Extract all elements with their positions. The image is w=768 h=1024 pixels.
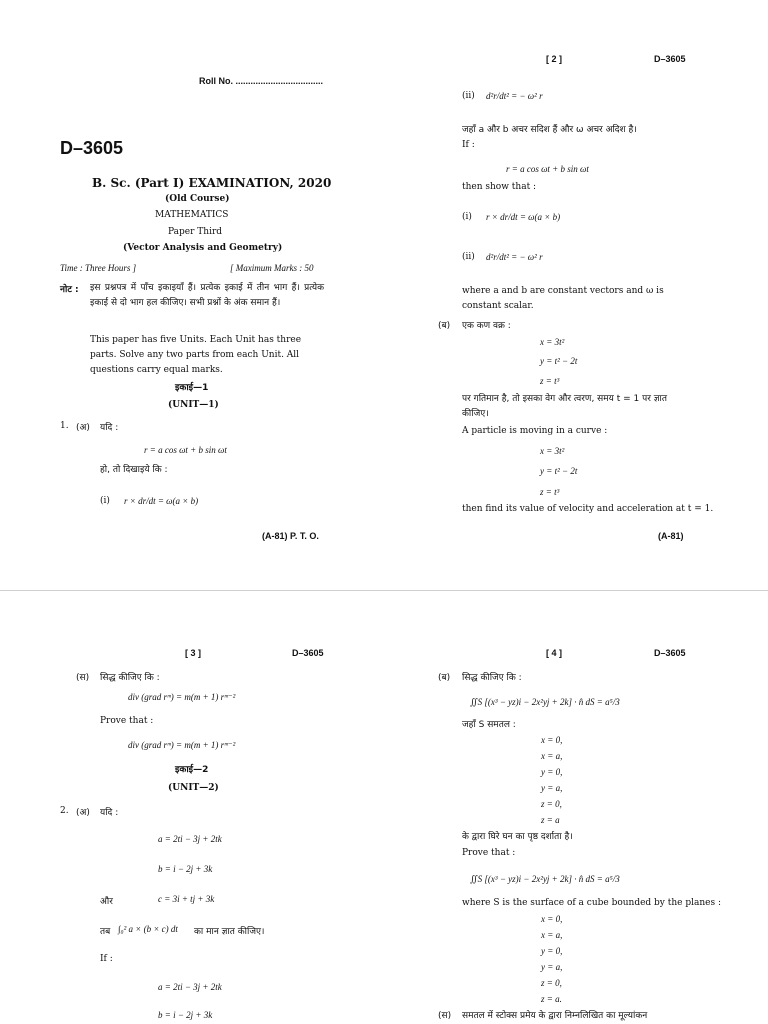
plane-6: z = a <box>541 815 560 825</box>
where-english: where a and b are constant vectors and ω is constant scalar. <box>462 286 664 311</box>
maximum-marks: [ Maximum Marks : 50 <box>230 263 314 273</box>
where-hindi: जहाँ a और b अचर सदिश हैं और ω अचर अदिश है। <box>462 125 637 135</box>
part-i-label: (i) <box>462 212 472 222</box>
equation-ii-2: d²r/dt² = − ω² r <box>486 252 543 262</box>
plane-1: x = 0, <box>541 735 563 745</box>
page-number: [ 4 ] <box>546 648 563 658</box>
part-c-label: (स) <box>438 1011 452 1021</box>
part-b-label: (ब) <box>438 321 451 331</box>
a-equation-2: a = 2ti − 3j + 2tk <box>158 982 222 992</box>
plane2-2: x = a, <box>541 930 563 940</box>
plane2-4: y = a, <box>541 962 563 972</box>
prove-english: Prove that : <box>462 848 516 858</box>
surface-integral-2: ∬S [(x³ − yz)i − 2x²yj + 2k] · n̂ dS = a⁵/3 <box>470 874 620 884</box>
note-label: नोट : <box>60 285 79 295</box>
footer-pto: (A-81) P. T. O. <box>262 531 319 541</box>
then-show-that: then show that : <box>462 182 537 192</box>
a-equation: a = 2ti − 3j + 2tk <box>158 834 222 844</box>
part-ii-label: (ii) <box>462 91 475 101</box>
prove-hindi: सिद्ध कीजिए कि : <box>100 673 160 683</box>
value-hindi: का मान ज्ञात कीजिए। <box>194 927 265 937</box>
y-equation-2: y = t² − 2t <box>540 466 578 476</box>
equation-r: r = a cos ωt + b sin ωt <box>506 164 589 174</box>
plane2-3: y = 0, <box>541 946 563 956</box>
z-equation-2: z = t³ <box>540 487 560 497</box>
prove-hindi: सिद्ध कीजिए कि : <box>462 673 522 683</box>
question-part: (अ) <box>76 808 90 818</box>
b-equation-2: b = i − 2j + 3k <box>158 1010 213 1020</box>
unit-1-english: (UNIT—1) <box>168 400 219 410</box>
page-code: D–3605 <box>292 648 324 658</box>
where-hindi: जहाँ S समतल : <box>462 720 516 730</box>
x-equation: x = 3t² <box>540 337 565 347</box>
equation-r: r = a cos ωt + b sin ωt <box>144 445 227 455</box>
find-english: then find its value of velocity and acceleration at t = 1. <box>462 504 714 514</box>
question-if: यदि : <box>100 423 119 433</box>
prove-english: Prove that : <box>100 716 154 726</box>
stokes-hindi: समतल में स्टोक्स प्रमेय के द्वारा निम्नलिखित का मूल्यांकन <box>462 1011 648 1021</box>
page-divider <box>0 590 768 591</box>
particle-hindi: एक कण वक्र : <box>462 321 511 331</box>
old-course: (Old Course) <box>165 194 230 204</box>
b-equation: b = i − 2j + 3k <box>158 864 213 874</box>
question-number: 1. <box>60 421 69 431</box>
if-english: If : <box>100 954 113 964</box>
unit-2-english: (UNIT—2) <box>168 783 219 793</box>
question-part: (अ) <box>76 423 90 433</box>
particle-english: A particle is moving in a curve : <box>462 426 608 436</box>
note-english: This paper has five Units. Each Unit has three parts. Solve any two parts from each Unit. All questions carry equal marks. <box>90 335 302 375</box>
part-i-label: (i) <box>100 496 110 506</box>
question-number: 2. <box>60 806 69 816</box>
plane-4: y = a, <box>541 783 563 793</box>
where-english: where S is the surface of a cube bounded by the planes : <box>462 898 721 908</box>
footer-code: (A-81) <box>658 531 684 541</box>
part-c-label: (स) <box>76 673 90 683</box>
plane-5: z = 0, <box>541 799 562 809</box>
x-equation-2: x = 3t² <box>540 446 565 456</box>
subject: MATHEMATICS <box>155 210 229 220</box>
plane2-1: x = 0, <box>541 914 563 924</box>
part-ii-label-2: (ii) <box>462 252 475 262</box>
c-equation: c = 3i + tj + 3k <box>158 894 215 904</box>
paper-title: (Vector Analysis and Geometry) <box>123 243 283 253</box>
unit-2-hindi: इकाई—2 <box>175 765 209 775</box>
paper-number: Paper Third <box>168 227 223 237</box>
equation-ii: d²r/dt² = − ω² r <box>486 91 543 101</box>
plane2-5: z = 0, <box>541 978 562 988</box>
div-grad-equation-2: div (grad rᵐ) = m(m + 1) rᵐ⁻² <box>128 740 236 750</box>
y-equation: y = t² − 2t <box>540 356 578 366</box>
time-allowed: Time : Three Hours ] <box>60 263 137 273</box>
page-number: [ 2 ] <box>546 54 563 64</box>
plane-2: x = a, <box>541 751 563 761</box>
unit-1-hindi: इकाई—1 <box>175 383 209 393</box>
moving-hindi: पर गतिमान है, तो इसका वेग और त्वरण, समय t = 1 पर ज्ञात कीजिए। <box>462 394 667 419</box>
equation-i: r × dr/dt = ω(a × b) <box>124 496 199 506</box>
note-hindi: इस प्रश्नपत्र में पाँच इकाइयाँ हैं। प्रत्येक इकाई में तीन भाग हैं। प्रत्येक इकाई से दो भाग हल कीजिए। सभी प्रश्नों के अंक समान हैं। <box>90 283 324 308</box>
show-that-hindi: हो, तो दिखाइये कि : <box>100 465 168 475</box>
cube-hindi: के द्वारा घिरे घन का पृष्ठ दर्शाता है। <box>462 832 573 842</box>
roll-no: Roll No. ................................... <box>199 76 324 86</box>
page-number: [ 3 ] <box>185 648 202 658</box>
paper-code: D–3605 <box>60 138 124 158</box>
question-if: यदि : <box>100 808 119 818</box>
part-b-label: (ब) <box>438 673 451 683</box>
exam-title: B. Sc. (Part I) EXAMINATION, 2020 <box>92 176 332 190</box>
page-code: D–3605 <box>654 54 686 64</box>
plane-3: y = 0, <box>541 767 563 777</box>
page-code: D–3605 <box>654 648 686 658</box>
then-hindi: तब <box>100 927 111 937</box>
plane2-6: z = a. <box>541 994 562 1004</box>
integral-equation: ∫₀² a × (b × c) dt <box>118 924 178 934</box>
equation-i: r × dr/dt = ω(a × b) <box>486 212 561 222</box>
z-equation: z = t³ <box>540 376 560 386</box>
surface-integral: ∬S [(x³ − yz)i − 2x²yj + 2k] · n̂ dS = a⁵/3 <box>470 697 620 707</box>
if-english: If : <box>462 140 475 150</box>
div-grad-equation: div (grad rᵐ) = m(m + 1) rᵐ⁻² <box>128 692 236 702</box>
and-hindi: और <box>100 897 113 907</box>
